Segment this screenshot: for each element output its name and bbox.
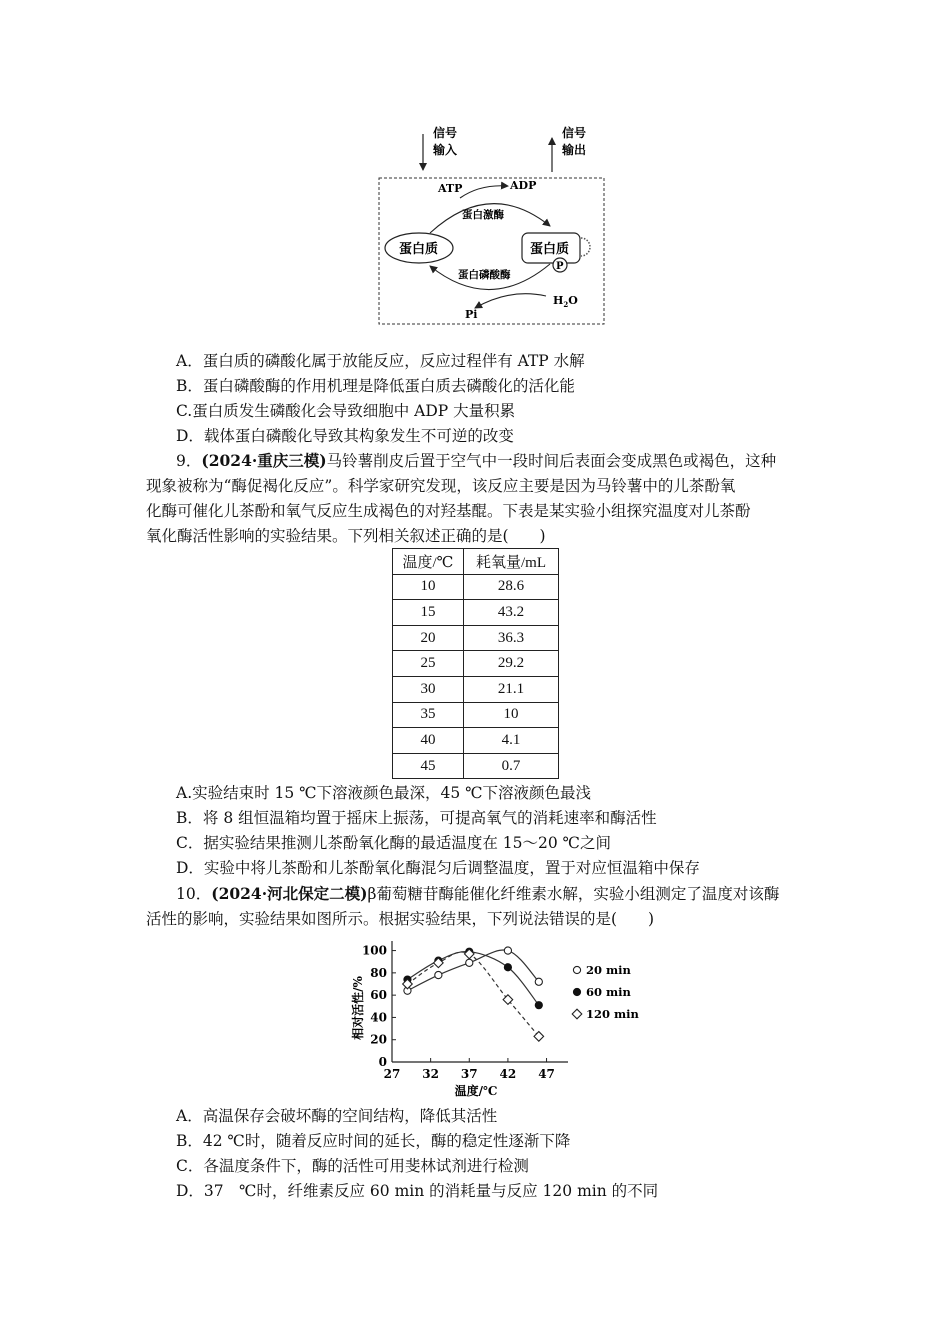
signal-output-label-1: 信号 [562,126,587,140]
cell-oxygen: 21.1 [464,676,559,702]
x-tick-label: 27 [383,1067,401,1081]
cell-oxygen: 0.7 [464,753,559,779]
q10-option-c: C．各温度条件下，酶的活性可用斐林试剂进行检测 [176,1157,529,1175]
adp-label: ADP [510,179,537,192]
q10-stem-line-2: 活性的影响，实验结果如图所示。根据实验结果，下列说法错误的是( ) [146,910,655,928]
series-line-120-min [407,952,538,1036]
cell-temperature: 25 [393,651,464,677]
kinase-label: 蛋白激酶 [462,209,504,221]
data-point-120-min [534,1032,544,1042]
q8-option-a: A．蛋白质的磷酸化属于放能反应，反应过程伴有 ATP 水解 [176,352,585,370]
q8-option-d: D．载体蛋白磷酸化导致其构象发生不可逆的改变 [176,427,514,445]
header-oxygen: 耗氧量/mL [464,549,559,575]
signal-output-label-2: 输出 [562,143,587,157]
cell-temperature: 45 [393,753,464,779]
q9-stem-line-3: 化酶可催化儿茶酚和氧气反应生成褐色的对羟基醌。下表是某实验小组探究温度对儿茶酚 [146,502,751,520]
table-row [393,753,559,779]
signal-input-label-1: 信号 [433,126,458,140]
cell-oxygen: 29.2 [464,651,559,677]
q8-option-c: C.蛋白质发生磷酸化会导致细胞中 ADP 大量积累 [176,402,516,420]
q10-option-a: A．高温保存会破坏酶的空间结构，降低其活性 [176,1107,498,1125]
y-axis-label: 相对活性/% [351,976,365,1040]
h2o-to-pi-arrow [475,294,546,308]
data-point-60-min [535,1002,542,1009]
table-row [393,728,559,754]
q8-option-b: B．蛋白磷酸酶的作用机理是降低蛋白质去磷酸化的活化能 [176,377,575,395]
data-point-60-min [504,964,511,971]
cell-temperature: 15 [393,600,464,626]
table-row [393,702,559,728]
q9-line1-text: 马铃薯削皮后置于空气中一段时间后表面会变成黑色或褐色，这种 [326,452,777,470]
phosphatase-label: 蛋白磷酸酶 [458,269,511,281]
table-row [393,676,559,702]
y-tick-label: 60 [370,988,387,1003]
x-tick-label: 42 [499,1067,517,1081]
temperature-oxygen-table [392,548,559,779]
y-tick-label: 100 [361,943,387,958]
q9-stem-line-4: 氧化酶活性影响的实验结果。下列相关叙述正确的是( ) [146,527,546,545]
legend-label-120-min: 120 min [586,1007,639,1021]
cell-oxygen: 36.3 [464,625,559,651]
binding-site-icon [581,238,590,256]
table-row [393,651,559,677]
signal-input-label-2: 输入 [433,143,458,157]
y-tick-label: 40 [370,1010,387,1025]
q9-option-a: A.实验结束时 15 ℃下溶液颜色最深，45 ℃下溶液颜色最浅 [176,784,592,802]
protein-right-label: 蛋白质 [530,242,570,257]
y-tick-label: 0 [378,1055,387,1069]
cell-temperature: 20 [393,625,464,651]
cell-oxygen: 28.6 [464,574,559,600]
phosphate-label: P [556,261,564,272]
x-tick-label: 37 [460,1067,478,1081]
pi-label: Pi [465,308,478,321]
x-axis-label: 温度/℃ [454,1084,498,1098]
cell-temperature: 10 [393,574,464,600]
q9-option-c: C．据实验结果推测儿茶酚氧化酶的最适温度在 15～20 ℃之间 [176,834,612,852]
q9-source: (2024·重庆三模) [201,451,327,470]
q9-stem-line-2: 现象被称为“酶促褐化反应”。科学家研究发现，该反应主要是因为马铃薯中的儿茶酚氧 [146,477,736,495]
cell-oxygen: 43.2 [464,600,559,626]
cell-oxygen: 4.1 [464,728,559,754]
y-tick-label: 20 [370,1032,387,1047]
y-tick-label: 80 [370,965,387,980]
q10-source: (2024·河北保定二模) [211,884,368,903]
protein-left-label: 蛋白质 [399,242,439,257]
atp-label: ATP [438,182,463,195]
cell-temperature: 35 [393,702,464,728]
q9-number: 9． [176,452,202,470]
q9-stem-line-1 [176,451,776,471]
q9-option-d: D．实验中将儿茶酚和儿茶酚氧化酶混匀后调整温度，置于对应恒温箱中保存 [176,859,700,877]
series-line-60-min [407,952,538,1006]
q10-option-b: B．42 ℃时，随着反应时间的延长，酶的稳定性逐渐下降 [176,1132,571,1150]
legend-marker-20-min [573,966,580,973]
table-header-row [393,549,559,575]
legend-marker-120-min [572,1009,582,1019]
legend-label-60-min: 60 min [586,985,631,999]
x-tick-label: 47 [538,1067,555,1081]
legend-label-20-min: 20 min [586,963,631,977]
table-row [393,600,559,626]
cell-oxygen: 10 [464,702,559,728]
q10-line1-text: β葡萄糖苷酶能催化纤维素水解，实验小组测定了温度对该酶 [367,885,780,903]
q10-option-d: D．37 ℃时，纤维素反应 60 min 的消耗量与反应 120 min 的不同 [176,1182,659,1200]
data-point-20-min [535,978,542,985]
phosphorylation-diagram [370,118,616,330]
h2o-label: $H_2O$ [553,294,578,309]
table-row [393,574,559,600]
atp-to-adp-arrow [460,186,508,198]
table-row [393,625,559,651]
data-point-20-min [435,971,442,978]
legend-marker-60-min [573,988,580,995]
cell-temperature: 40 [393,728,464,754]
q9-option-b: B．将 8 组恒温箱均置于摇床上振荡，可提高氧气的消耗速率和酶活性 [176,809,657,827]
q10-number: 10． [176,885,212,903]
data-point-20-min [504,947,511,954]
x-tick-label: 32 [422,1067,439,1081]
series-line-20-min [407,950,538,991]
header-temperature: 温度/℃ [393,549,464,575]
cell-temperature: 30 [393,676,464,702]
q10-stem-line-1 [176,884,779,904]
enzyme-activity-chart [340,935,650,1105]
data-point-20-min [466,959,473,966]
